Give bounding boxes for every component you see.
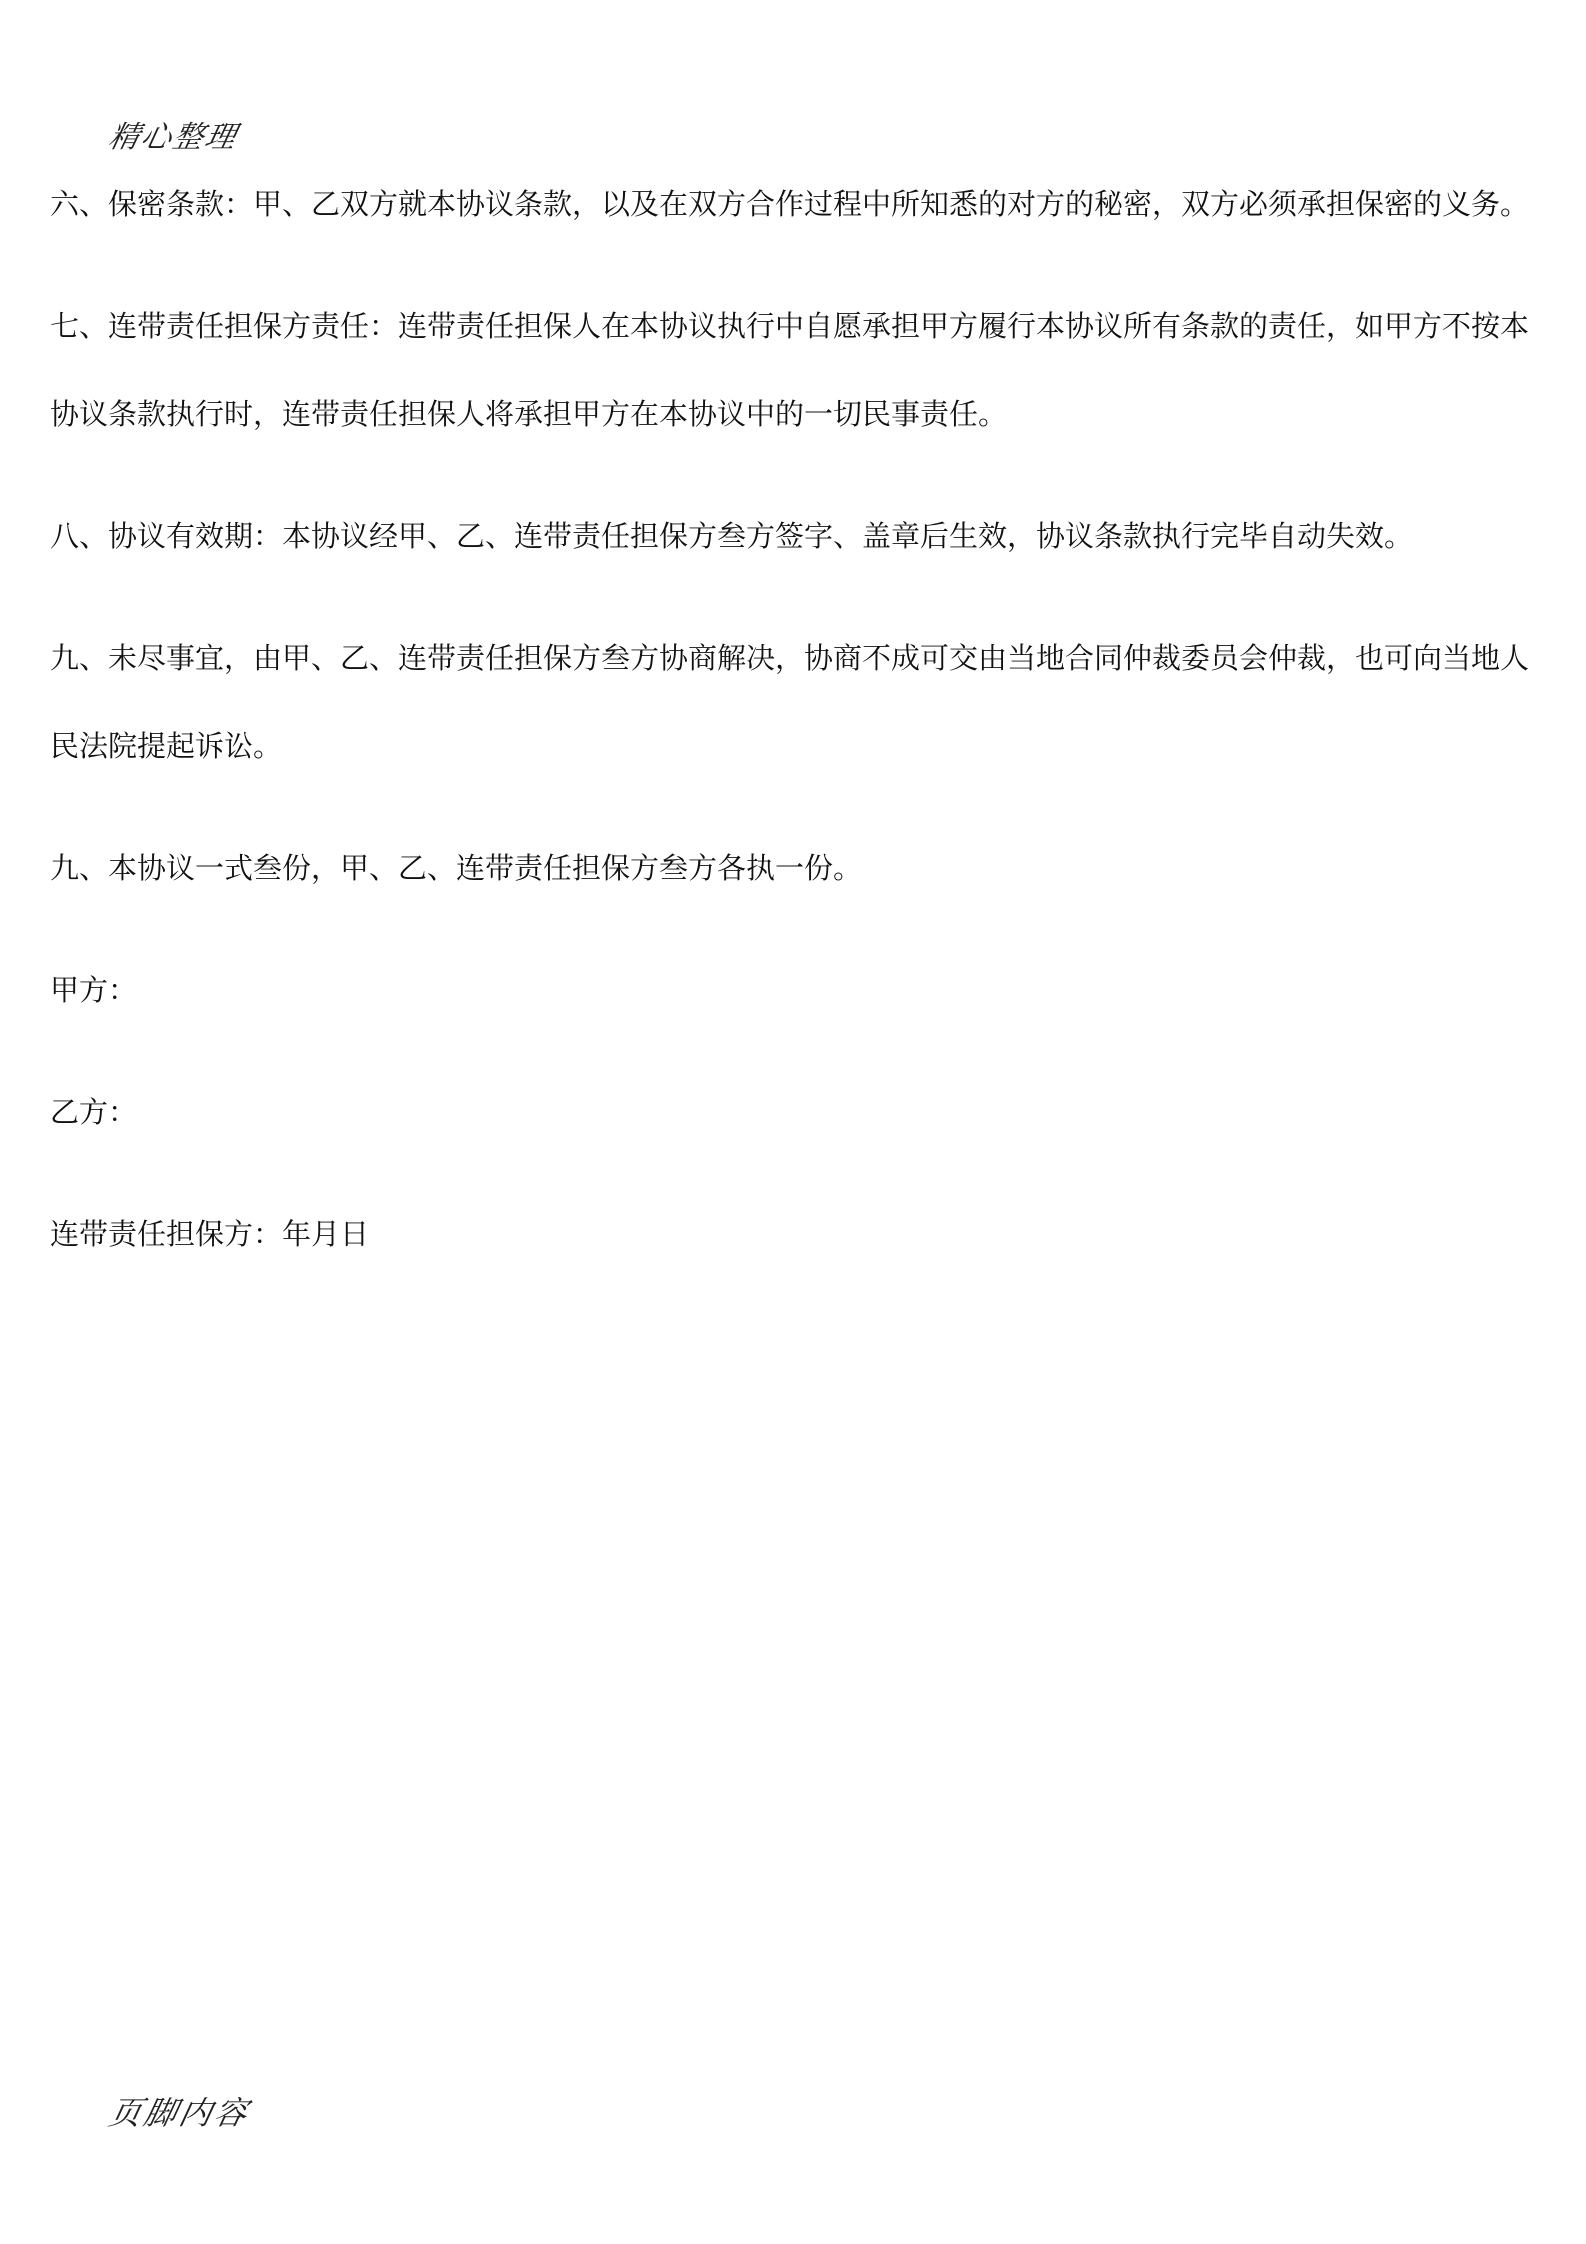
clause-validity-period: 八、协议有效期：本协议经甲、乙、连带责任担保方叁方签字、盖章后生效，协议条款执行完毕自动失效。 <box>50 519 1414 553</box>
document-body <box>50 160 1540 1312</box>
signature-guarantor-date: 连带责任担保方：年月日 <box>50 1217 370 1251</box>
signature-party-b: 乙方： <box>50 1095 138 1129</box>
signature-party-a: 甲方： <box>50 973 138 1007</box>
footer-handwritten-mark: 页脚内容 <box>105 2094 254 2132</box>
header-handwritten-mark: 精心整理 <box>105 120 241 155</box>
clause-copies: 九、本协议一式叁份，甲、乙、连带责任担保方叁方各执一份。 <box>50 851 863 885</box>
clause-confidentiality: 六、保密条款：甲、乙双方就本协议条款，以及在双方合作过程中所知悉的对方的秘密，双方必须承担保密的义务。 <box>50 187 1530 221</box>
clause-unresolved-matters: 九、未尽事宜，由甲、乙、连带责任担保方叁方协商解决，协商不成可交由当地合同仲裁委员会仲裁，也可向当地人民法院提起诉讼。 <box>50 641 1530 763</box>
clause-guarantor-liability: 七、连带责任担保方责任：连带责任担保人在本协议执行中自愿承担甲方履行本协议所有条款的责任，如甲方不按本协议条款执行时，连带责任担保人将承担甲方在本协议中的一切民事责任。 <box>50 309 1530 431</box>
